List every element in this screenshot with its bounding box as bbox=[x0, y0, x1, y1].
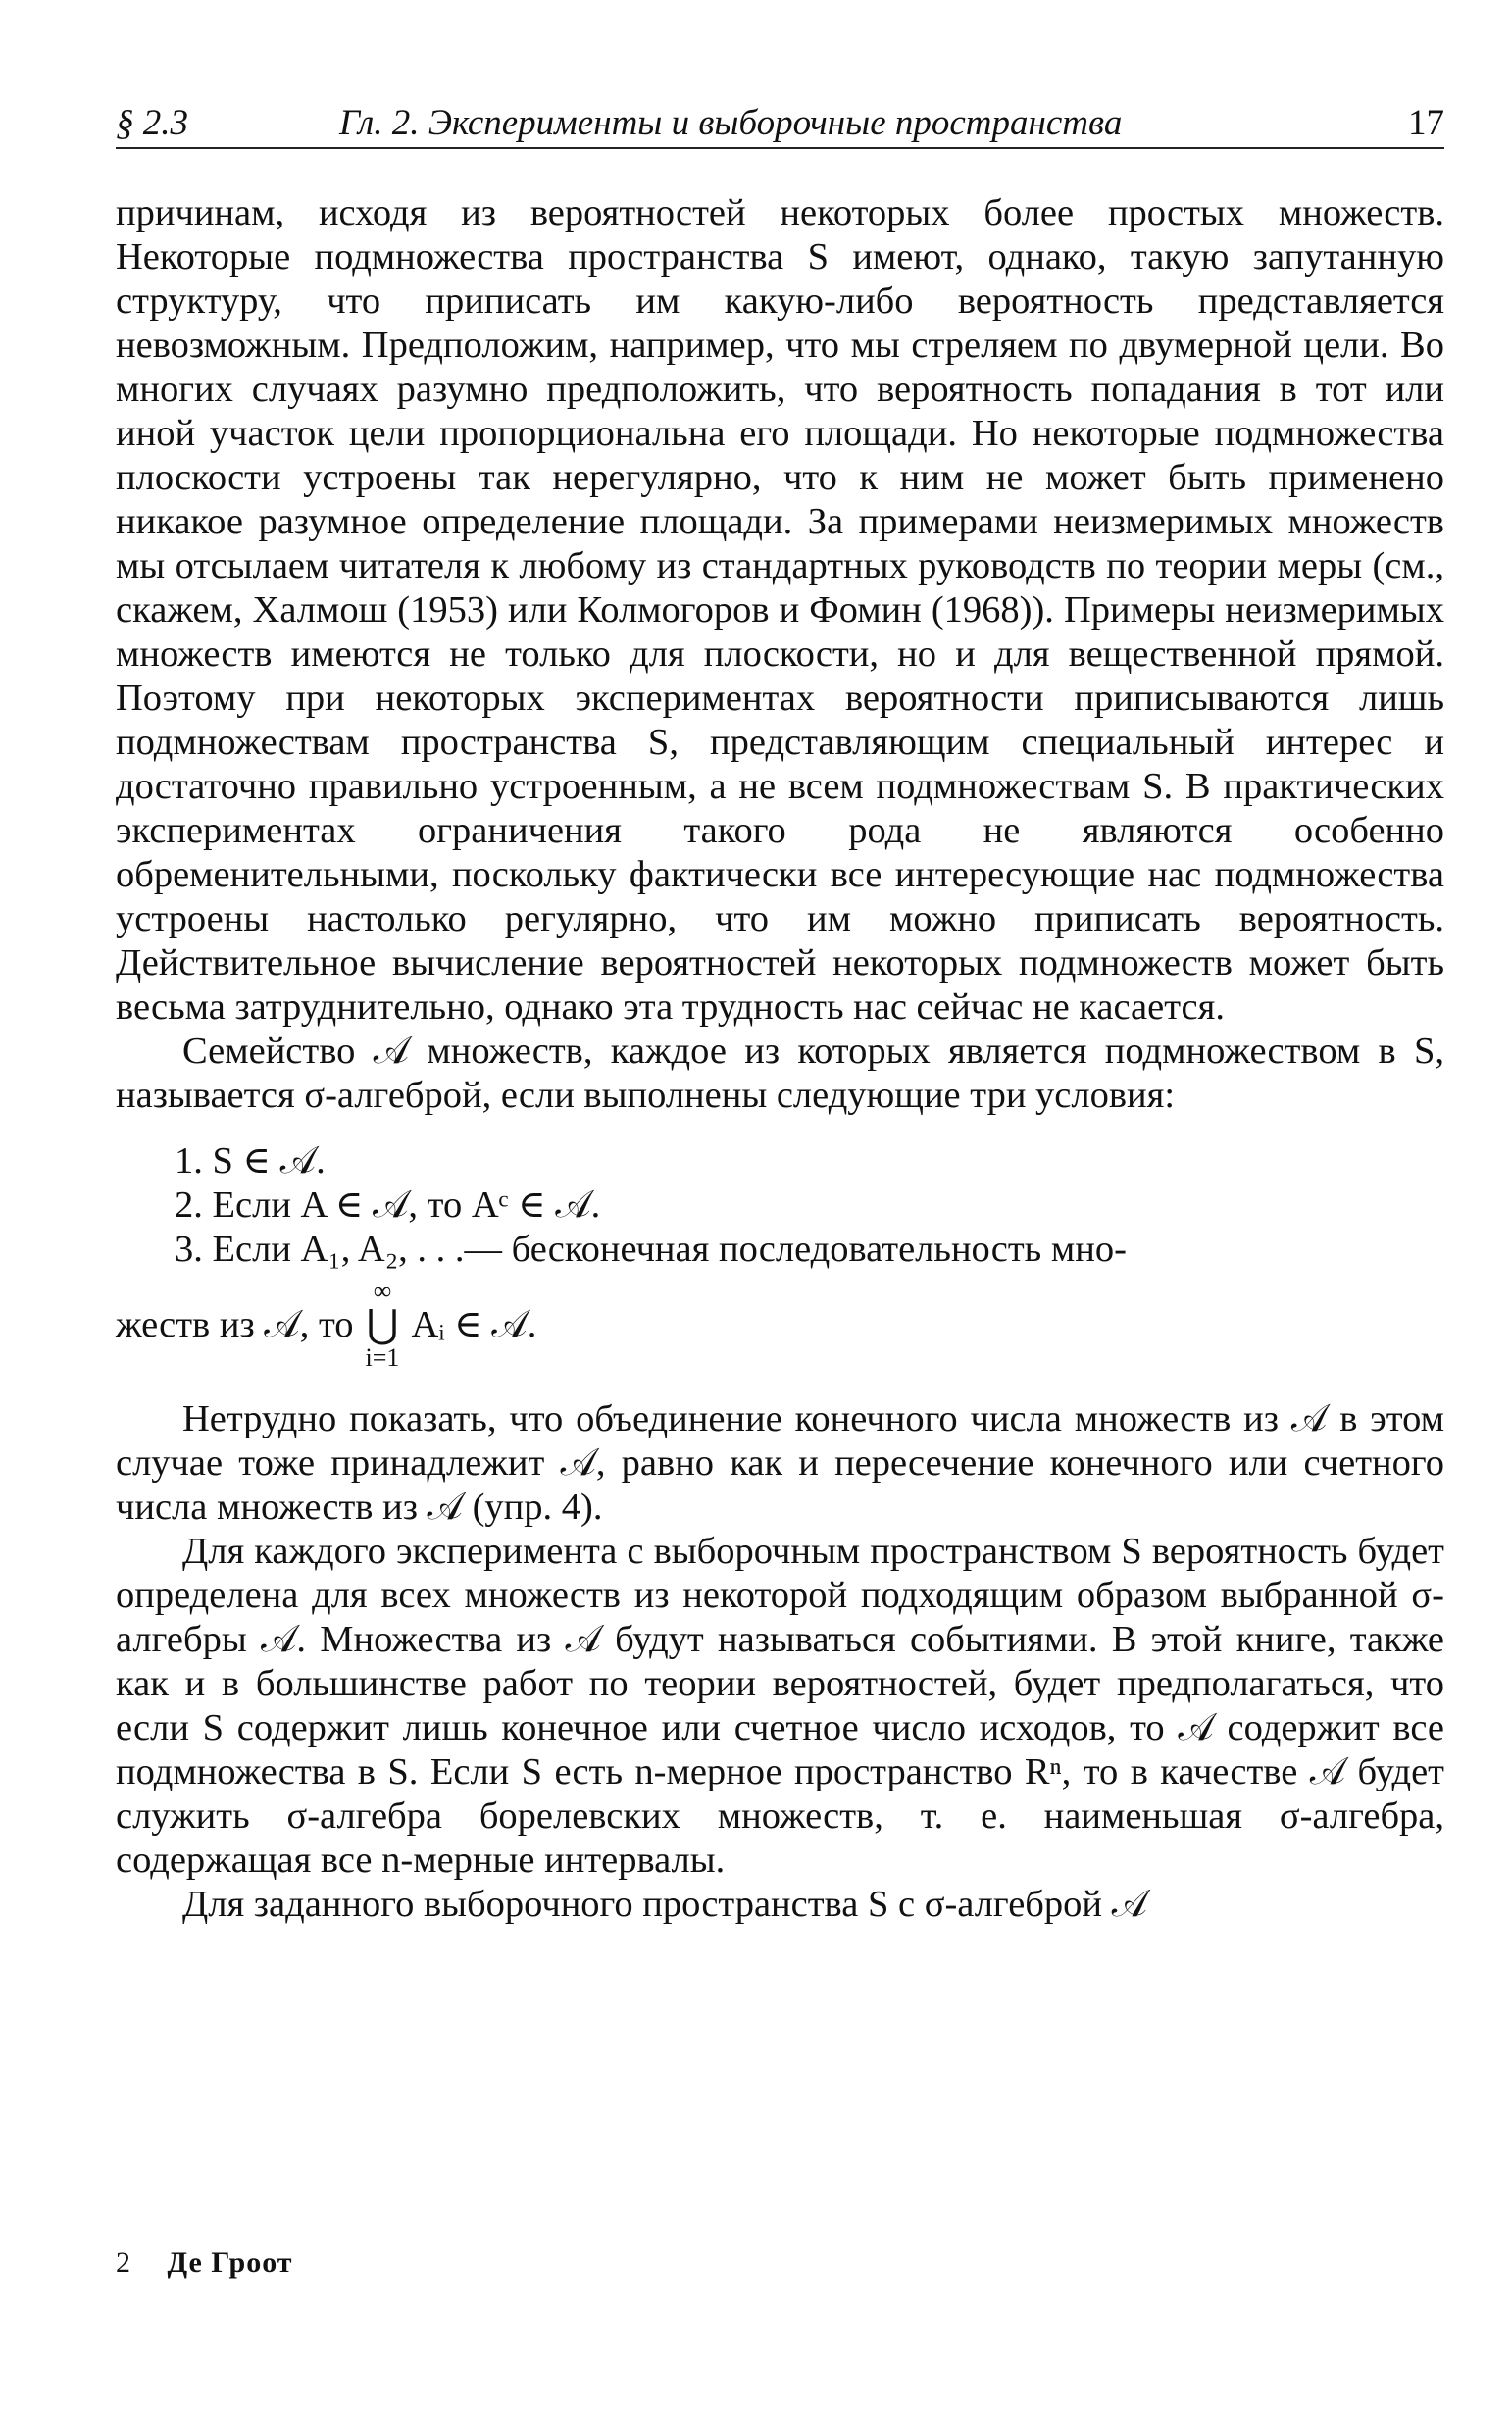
union-lower-limit: i=1 bbox=[365, 1343, 400, 1372]
condition-2: 2. Если A ∈ 𝒜, то Aᶜ ∈ 𝒜. bbox=[175, 1185, 601, 1226]
paragraph-4: Для каждого эксперимента с выборочным пространством S вероятность будет определена для всех множеств из некоторой подходящим образом выбранной σ-алгебры 𝒜. Множества из 𝒜 будут называться событиями. В этой книге, также как и в большинстве работ по теории вероятностей, будет предполагаться, что если S содержит лишь конечное или счетное число исходов, то 𝒜 содержит все подмножества в S. Если S есть n-мерное пространство Rⁿ, то в качестве 𝒜 будет служить σ-алгебра борелевских множеств, т. е. наименьшая σ-алгебра, содержащая все n-мерные интервалы. bbox=[116, 1531, 1444, 1881]
chapter-title: Гл. 2. Эксперименты и выборочные пространства bbox=[339, 103, 1123, 143]
union-symbol: ⋃ bbox=[366, 1302, 399, 1346]
union-upper-limit: ∞ bbox=[373, 1277, 392, 1305]
sigma-algebra-conditions bbox=[116, 1139, 1444, 1272]
paragraph-1: причинам, исходя из вероятностей некоторых более простых множеств. Некоторые подмножества пространства S имеют, однако, такую запутанную структуру, что приписать им какую-либо вероятность представляется невозможным. Предположим, например, что мы стреляем по двумерной цели. Во многих случаях разумно предположить, что вероятность попадания в тот или иной участок цели пропорциональна его площади. Но некоторые подмножества плоскости устроены так нерегулярно, что к ним не может быть применено никакое разумное определение площади. За примерами неизмеримых множеств мы отсылаем читателя к любому из стандартных руководств по теории меры (см., скажем, Халмош (1953) или Колмогоров и Фомин (1968)). Примеры неизмеримых множеств имеются не только для плоскости, но и для вещественной прямой. Поэтому при некоторых экспериментах вероятности приписываются лишь подмножествам пространства S, представляющим специальный интерес и достаточно правильно устроенным, а не всем подмножествам S. В практических экспериментах ограничения такого рода не являются особенно обременительными, поскольку фактически все интересующие нас подмножества устроены настолько регулярно, что им можно приписать вероятность. Действительное вычисление вероятностей некоторых подмножеств может быть весьма затруднительно, однако эта трудность нас сейчас не касается. bbox=[116, 192, 1444, 1028]
page-number: 17 bbox=[1408, 103, 1444, 143]
condition-3-continuation bbox=[116, 1274, 1444, 1376]
signature-number: 2 bbox=[116, 2246, 130, 2279]
spacer bbox=[116, 1118, 1444, 1139]
signature-name: Де Гроот bbox=[167, 2246, 293, 2279]
union-suffix: Aᵢ ∈ 𝒜. bbox=[411, 1303, 537, 1345]
section-number: § 2.3 bbox=[116, 103, 188, 143]
paragraph-2: Семейство 𝒜 множеств, каждое из которых является подмножеством в S, называется σ-алгеброй, если выполнены следующие три условия: bbox=[116, 1031, 1444, 1116]
union-operator bbox=[365, 1277, 400, 1372]
paragraph-5: Для заданного выборочного пространства S с σ-алгеброй 𝒜 bbox=[182, 1884, 1148, 1925]
condition-1: 1. S ∈ 𝒜. bbox=[175, 1140, 326, 1182]
spacer bbox=[116, 1376, 1444, 1397]
union-prefix: жеств из 𝒜, то bbox=[116, 1303, 354, 1345]
condition-3: 3. Если A₁, A₂, . . .— бесконечная последовательность мно- bbox=[175, 1229, 1127, 1270]
signature-line bbox=[116, 2244, 293, 2283]
running-head bbox=[116, 100, 1444, 149]
page-body bbox=[116, 191, 1444, 1927]
paragraph-3: Нетрудно показать, что объединение конечного числа множеств из 𝒜 в этом случае тоже принадлежит 𝒜, равно как и пересечение конечного или счетного числа множеств из 𝒜 (упр. 4). bbox=[116, 1398, 1444, 1528]
